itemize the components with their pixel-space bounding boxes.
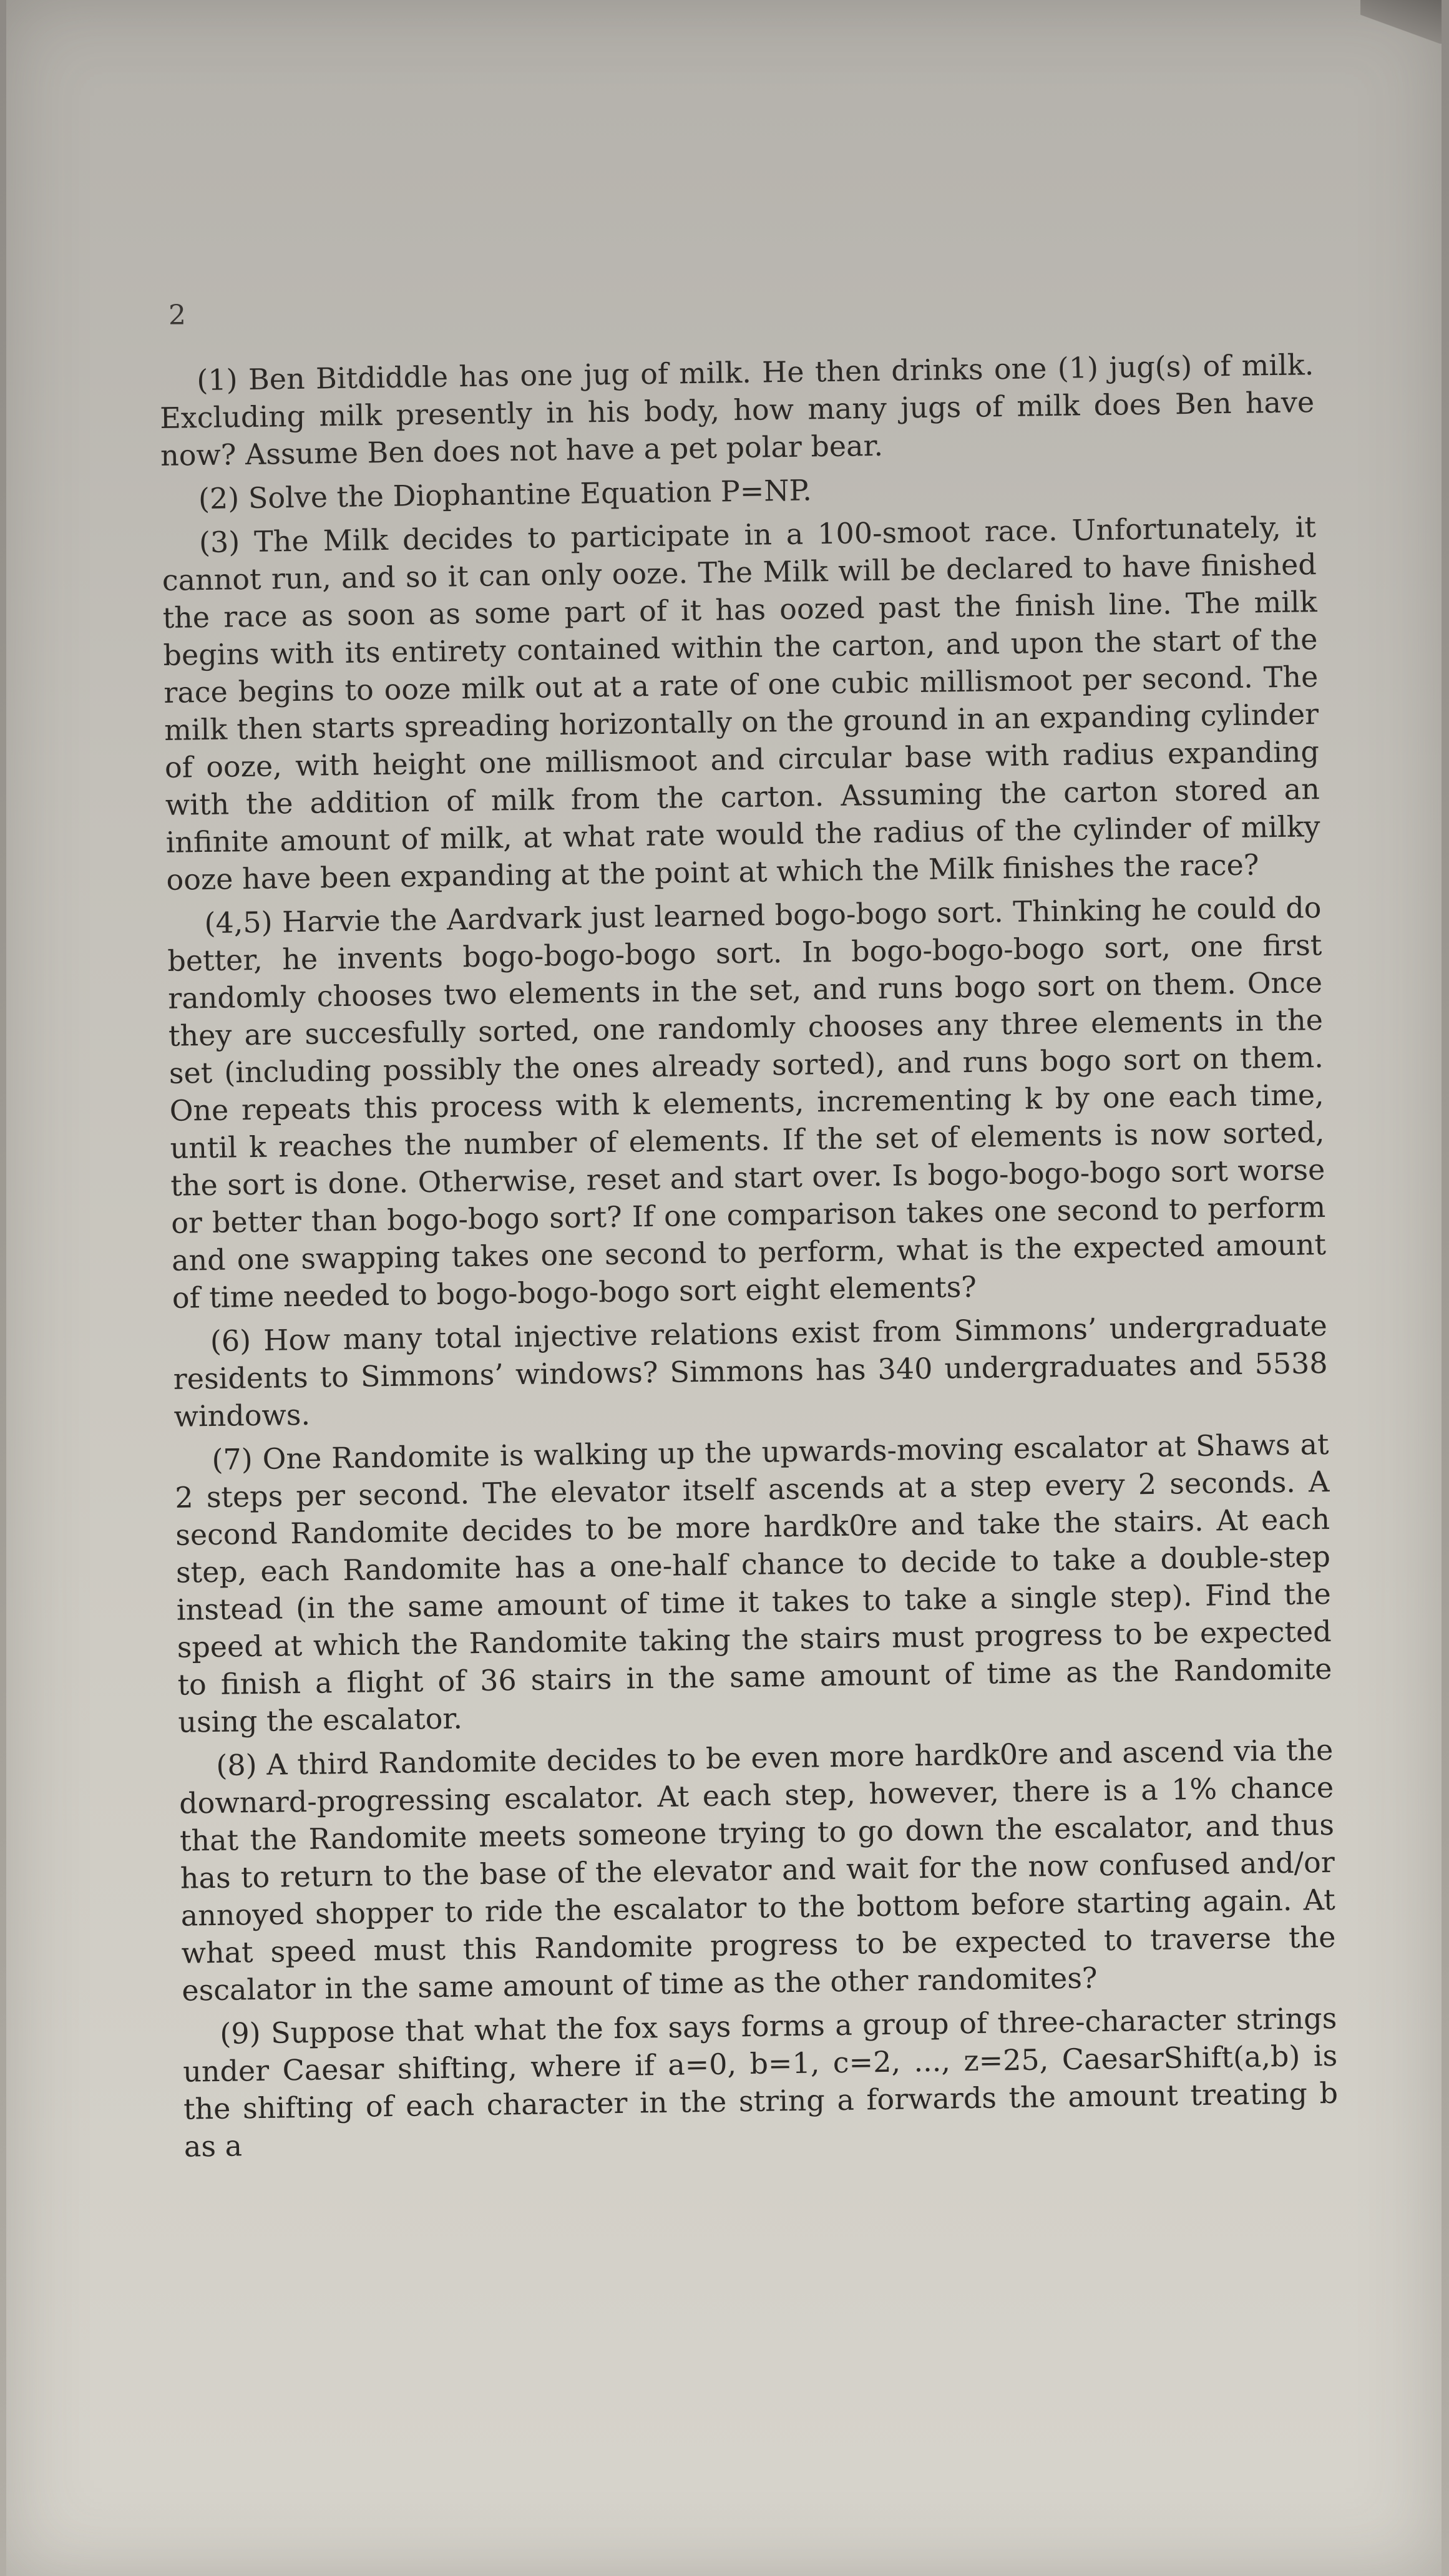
problem-6-paragraph: (6) How many total injective relations exist from Simmons’ undergraduate residents to Simmons’ windows? Simmons has 340 undergraduates and 5538 windows. [173,1309,1328,1433]
problem-2-paragraph: (2) Solve the Diophantine Equation P=NP. [198,473,812,516]
problem-3-paragraph: (3) The Milk decides to participate in a 100-smoot race. Unfortunately, it cannot run, and so it can only ooze. The Milk will be declared to have finished the race as soon as some part of it has oozed past the finish line. The milk begins with its entirety contained within the carton, and upon the start of the race begins to ooze milk out at a rate of one cubic millismoot per second. The milk then starts spreading horizontally on the ground in an expanding cylinder of ooze, with height one millismoot and circular base with radius expanding with the addition of milk from the carton. Assuming the carton stored an infinite amount of milk, at what rate would the radius of the cylinder of milky ooze have been expanding at the point at which the Milk finishes the race? [162,510,1320,897]
problem-9-paragraph: (9) Suppose that what the fox says forms a group of three-character strings under Caesar shifting, where if a=0, b=1, c=2, ..., z=25, CaesarShift(a,b) is the shifting of each character in the string a forwards the amount treating b as a [182,2001,1339,2164]
problem-7-paragraph: (7) One Randomite is walking up the upwards-moving escalator at Shaws at 2 steps per second. The elevator itself ascends at a step every 2 seconds. A second Randomite decides to be more hardk0re and take the stairs. At each step, each Randomite has a one-half chance to decide to take a double-step instead (in the same amount of time it takes to take a single step). Find the speed at which the Randomite taking the stairs must progress to be expected to finish a flight of 36 stairs in the same amount of time as the Randomite using the escalator. [175,1427,1332,1739]
problem-4-5-paragraph: (4,5) Harvie the Aardvark just learned bogo-bogo sort. Thinking he could do better, he invents bogo-bogo-bogo sort. In bogo-bogo-bogo sort, one first randomly chooses two elements in the set, and runs bogo sort on them. Once they are succesfully sorted, one randomly chooses any three elements in the set (including possibly the ones already sorted), and runs bogo sort on them. One repeats this process with k elements, incrementing k by one each time, until k reaches the number of elements. If the set of elements is now sorted, the sort is done. Otherwise, reset and start over. Is bogo-bogo-bogo sort worse or better than bogo-bogo sort? If one comparison takes one second to perform and one swapping takes one second to perform, what is the expected amount of time needed to bogo-bogo-bogo sort eight elements? [167,890,1327,1315]
problem-8-paragraph: (8) A third Randomite decides to be even more hardk0re and ascend via the downard-progressing escalator. At each step, however, there is a 1% chance that the Randomite meets someone trying to go down the escalator, and thus has to return to the base of the elevator and wait for the now confused and/or annoyed shopper to ride the escalator to the bottom before starting again. At what speed must this Randomite progress to be expected to traverse the escalator in the same amount of time as the other randomites? [178,1732,1336,2008]
page-number: 2 [168,300,186,331]
problem-list [159,346,1339,2172]
problem-1-paragraph: (1) Ben Bitdiddle has one jug of milk. He then drinks one (1) jug(s) of milk. Excluding milk presently in his body, how many jugs of milk does Ben have now? Assume Ben does not have a pet polar bear. [159,348,1315,472]
page-corner-fold [1360,0,1442,44]
